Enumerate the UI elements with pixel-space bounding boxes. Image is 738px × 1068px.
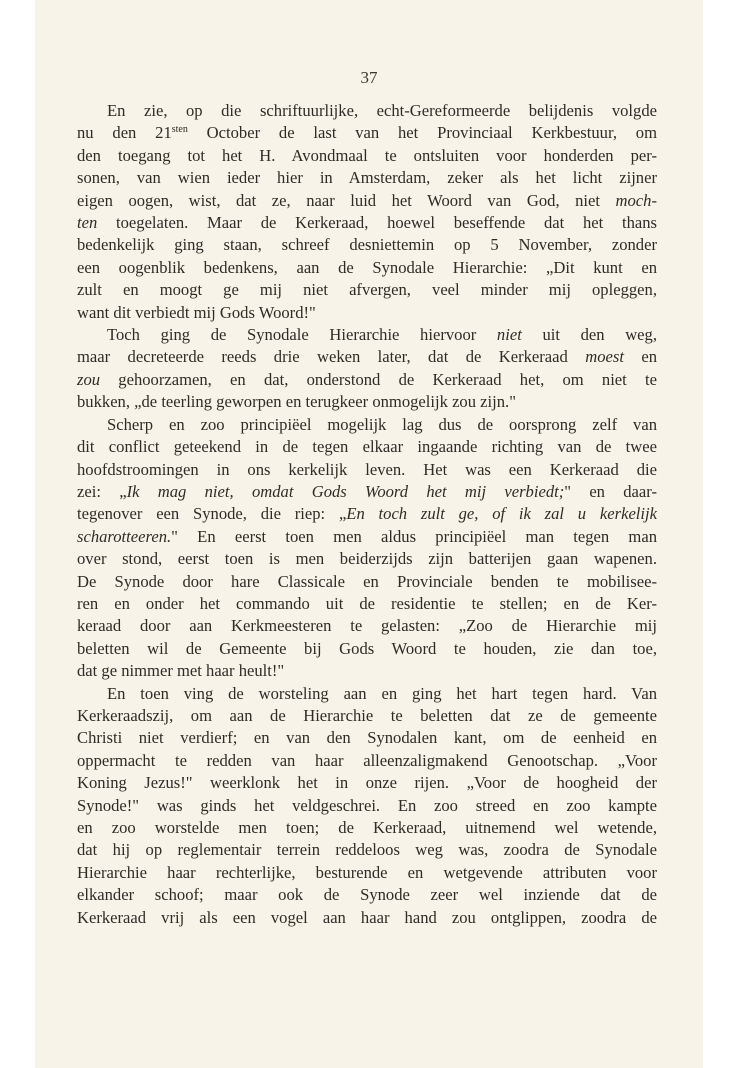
italic-text: moest [585,347,624,367]
text-span: October de last van het Provinciaal Kerkbestuur, om [187,123,657,143]
text-span: zei: „ [77,481,127,501]
text-line [77,683,657,705]
text-span: dit conflict geteekend in de tegen elkaar ingaande richting van de twee [77,437,657,457]
italic-text: En toch zult ge, of ik zal u kerkelijk [346,504,657,524]
text-span: en [623,347,658,367]
text-line [77,548,657,570]
book-page [35,0,703,1068]
italic-text: Ik mag niet, omdat Gods Woord het mij verbiedt; [126,481,565,501]
text-line [77,907,657,929]
text-span: ren en onder het commando uit de residentie te stellen; en de Ker- [77,593,657,613]
text-span: bedenkelijk ging staan, schreef desniettemin op 5 November, zonder [77,235,657,255]
text-line [77,638,657,660]
text-span: Toch ging de Synodale Hierarchie hiervoor [107,325,497,345]
text-span: dat ge nimmer met haar heult!" [77,661,285,681]
text-line [77,481,657,503]
text-span: en zoo worstelde men toen; de Kerkeraad, uitnemend wel wetende, [77,818,657,837]
text-line [77,346,657,368]
text-span: elkander schoof; maar ook de Synode zeer wel inziende dat de [77,885,657,905]
text-span: over stond, eerst toen is men beiderzijds zijn batterijen gaan wapenen. [77,549,657,569]
superscript-text: sten [171,124,188,136]
text-line [77,615,657,637]
text-span: Synode!" was ginds het veldgeschrei. En zoo streed en zoo kampte [77,795,657,815]
text-span: den toegang tot het H. Avondmaal te ontsluiten voor honderden per- [77,145,657,165]
text-line [77,100,657,122]
text-span: toegelaten. Maar de Kerkeraad, hoewel beseffende dat het thans [97,213,657,233]
text-span: een oogenblik bedenkens, aan de Synodale Hierarchie: „Dit kunt en [77,257,657,277]
body-text [77,100,657,929]
text-line [77,660,657,682]
text-line [77,436,657,458]
text-line [77,122,657,144]
text-span: Kerkeraad vrij als een vogel aan haar hand zou ontglippen, zoodra de [77,907,657,927]
text-span: sonen, van wien ieder hier in Amsterdam, zeker als het licht zijner [77,168,657,188]
text-span: keraad door aan Kerkmeesteren te gelasten: „Zoo de Hierarchie mij [77,616,657,636]
text-line [77,817,657,839]
text-span: want dit verbiedt mij Gods Woord!" [77,302,316,322]
text-line [77,705,657,727]
text-span: En zie, op die schriftuurlijke, echt-Gereformeerde belijdenis volgde [107,101,657,120]
text-line [77,257,657,279]
text-line [77,302,657,324]
text-span: uit den weg, [521,325,657,345]
text-span: bukken, „de teerling geworpen en terugkeer onmogelijk zou zijn." [77,392,516,412]
text-line [77,145,657,167]
text-line [77,414,657,436]
italic-text: ten [77,213,98,233]
text-line [77,727,657,749]
italic-text: moch- [615,190,657,210]
italic-text: zou [77,369,101,389]
text-line [77,839,657,861]
page-number: 37 [360,68,378,87]
text-span: tegenover een Synode, die riep: „ [77,504,347,524]
text-span: zult en moogt ge mij niet afvergen, veel minder mij opleggen, [77,280,657,300]
text-span: Koning Jezus!" weerklonk het in onze rijen. „Voor de hoogheid der [77,773,657,793]
text-span: nu den 21 [77,123,172,143]
text-span: Christi niet verdierf; en van den Synodalen kant, om de eenheid en [77,728,657,748]
text-line [77,862,657,884]
text-line [77,234,657,256]
text-span: De Synode door hare Classicale en Provinciale benden te mobilisee- [77,571,657,591]
text-span: oppermacht te redden van haar alleenzaligmakend Genootschap. „Voor [77,750,657,770]
text-span: maar decreteerde reeds drie weken later, dat de Kerkeraad [77,347,586,367]
text-line [77,459,657,481]
text-span: " en daar- [564,481,658,501]
italic-text: scharotteeren. [77,526,172,546]
text-span: Kerkeraadszij, om aan de Hierarchie te beletten dat ze de gemeente [77,705,657,725]
text-line [77,391,657,413]
text-span: En toen ving de worsteling aan en ging het hart tegen hard. Van [107,683,657,703]
text-span: beletten wil de Gemeente bij Gods Woord te houden, zie dan toe, [77,638,657,658]
text-line [77,526,657,548]
text-line [77,772,657,794]
text-line [77,324,657,346]
text-line [77,571,657,593]
text-span: gehoorzamen, en dat, onderstond de Kerkeraad het, om niet te [100,369,657,389]
text-line [77,167,657,189]
text-line [77,795,657,817]
text-span: Scherp en zoo principiëel mogelijk lag dus de oorsprong zelf van [107,414,657,434]
text-line [77,190,657,212]
text-line [77,503,657,525]
text-span: " En eerst toen men aldus principiëel man tegen man [171,526,657,546]
text-line [77,369,657,391]
text-line [77,750,657,772]
text-span: dat hij op reglementair terrein reddeloos weg was, zoodra de Synodale [77,840,657,860]
italic-text: niet [496,325,522,345]
text-line [77,593,657,615]
text-line [77,279,657,301]
text-span: eigen oogen, wist, dat ze, naar luid het Woord van God, niet [77,190,616,210]
text-span: hoofdstroomingen in ons kerkelijk leven. Het was een Kerkeraad die [77,459,657,479]
text-line [77,212,657,234]
text-line [77,884,657,906]
text-span: Hierarchie haar rechterlijke, besturende en wetgevende attributen voor [77,862,657,882]
